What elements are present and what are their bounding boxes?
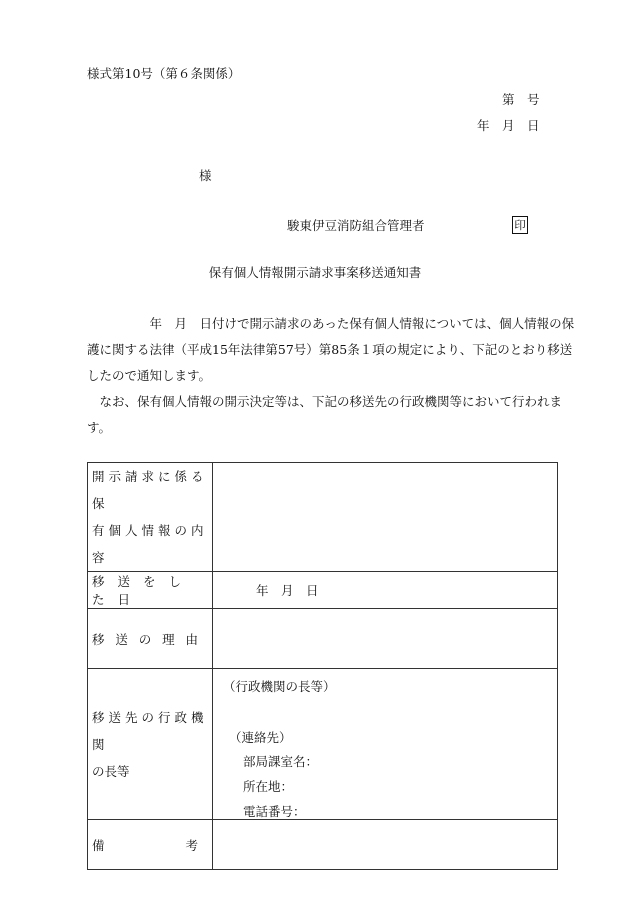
destination-head: （行政機関の長等） (223, 679, 336, 694)
body-paragraph-1 (87, 311, 575, 389)
label-text (92, 836, 212, 854)
transfer-reason-value (213, 609, 558, 669)
address-field-label: 所在地： (243, 779, 294, 794)
label-char: 移 (92, 631, 105, 647)
table-row (88, 820, 558, 870)
seal-stamp: 印 (512, 216, 528, 234)
label-text (92, 630, 212, 648)
addressee-suffix: 様 (199, 168, 212, 183)
document-date: 年 月 日 (477, 118, 540, 133)
label-char: 理 (162, 631, 175, 647)
paragraph-line: 護に関する法律（平成15年法律第57号）第85条１項の規定により、下記のとおり移送 (87, 342, 573, 357)
destination-value (213, 669, 558, 820)
department-field-label: 部局課室名： (243, 754, 319, 769)
paragraph-line: なお、保有個人情報の開示決定等は、下記の移送先の行政機関等において行われま (87, 394, 563, 409)
destination-label (88, 669, 213, 820)
table-row (88, 609, 558, 669)
phone-field-label: 電話番号： (243, 804, 306, 819)
requested-info-label (88, 463, 213, 572)
label-line: 移送先の行政機関 (92, 709, 208, 752)
transfer-details-table (87, 462, 558, 870)
sender-title: 駿東伊豆消防組合管理者 (287, 218, 425, 233)
document-title: 保有個人情報開示請求事案移送通知書 (208, 265, 422, 280)
transfer-date-value (213, 572, 558, 609)
remarks-label (88, 820, 213, 870)
label-char: 備 (92, 837, 105, 853)
paragraph-line: 年 月 日付けで開示請求のあった保有個人情報については、個人情報の保 (87, 316, 575, 331)
table-row (88, 669, 558, 820)
label-line: 有個人情報の内容 (92, 523, 208, 565)
label-char: 考 (185, 837, 198, 853)
paragraph-line: したので通知します。 (87, 368, 212, 383)
label-line: 開示請求に係る保 (92, 469, 208, 511)
transfer-date-label (88, 572, 213, 609)
label-text: 移送をした日 (92, 574, 195, 607)
date-text: 年 月 日 (256, 583, 319, 598)
body-paragraph-2 (87, 389, 562, 441)
document-number: 第 号 (502, 92, 540, 107)
label-char: 由 (185, 631, 198, 647)
transfer-reason-label (88, 609, 213, 669)
label-line: の長等 (92, 763, 130, 779)
paragraph-line: す。 (87, 420, 112, 435)
requested-info-value (213, 463, 558, 572)
label-char: 送 (115, 631, 128, 647)
label-char: の (138, 631, 152, 647)
table-row (88, 572, 558, 609)
table-row (88, 463, 558, 572)
contact-heading: （連絡先） (229, 730, 292, 745)
remarks-value (213, 820, 558, 870)
form-number: 様式第10号（第６条関係） (87, 66, 241, 81)
